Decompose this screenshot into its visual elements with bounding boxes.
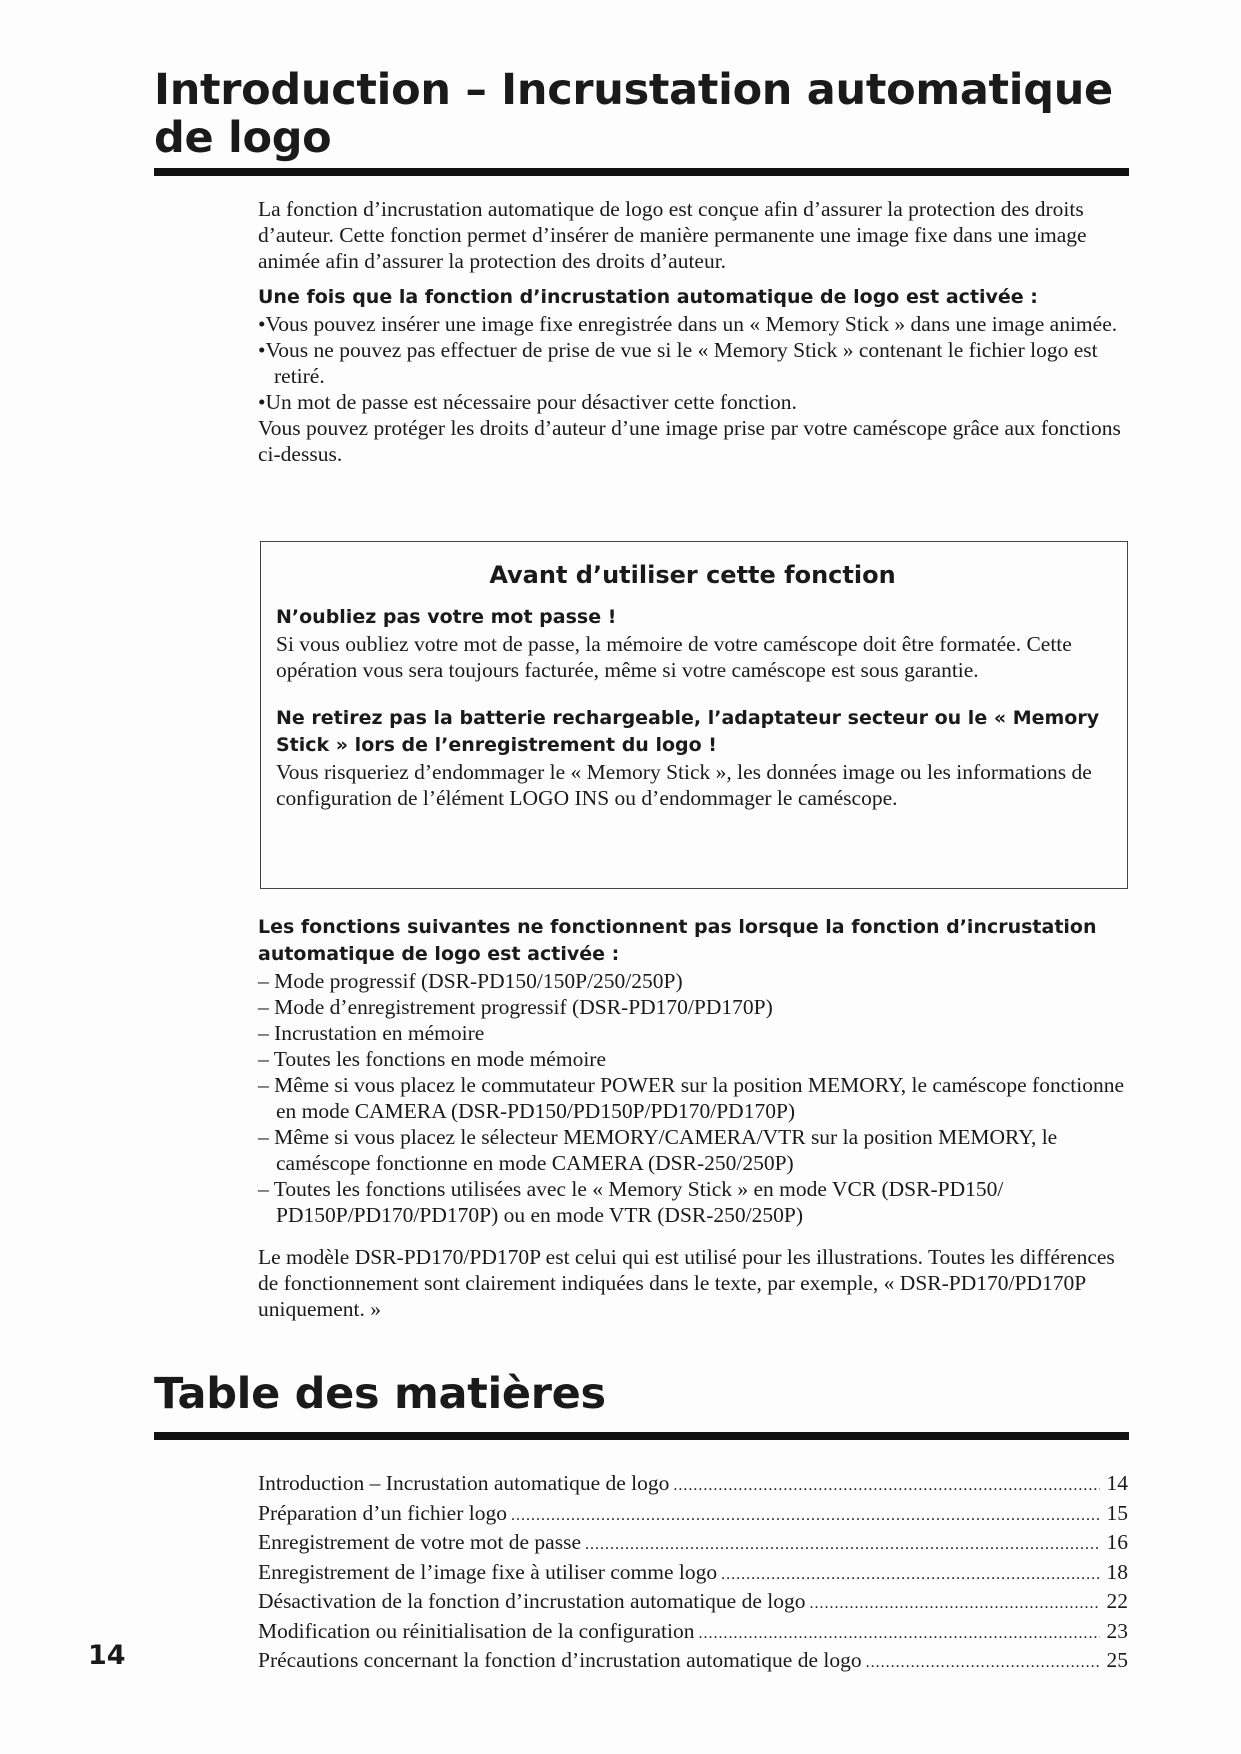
toc-entry-label: Enregistrement de votre mot de passe — [258, 1530, 581, 1554]
list-item: – Mode progressif (DSR-PD150/150P/250/250P) — [258, 969, 683, 993]
limitations-heading: Les fonctions suivantes ne fonctionnent pas lorsque la fonction d’incrustation automatique de logo est activée : — [258, 916, 1097, 965]
toc-entry-page: 23 — [1106, 1618, 1128, 1643]
limitations-list — [258, 968, 1128, 1228]
toc-leader — [698, 1621, 1100, 1648]
toc-leader — [810, 1591, 1101, 1618]
activated-bullets — [258, 311, 1128, 415]
intro-closing: Vous pouvez protéger les droits d’auteur d’une image prise par votre caméscope grâce aux fonctions ci-dessus. — [258, 416, 1121, 466]
toc-entry-label: Désactivation de la fonction d’incrustation automatique de logo — [258, 1589, 806, 1613]
list-item: – Toutes les fonctions utilisées avec le « Memory Stick » en mode VCR (DSR-PD150/ PD150P/PD170/PD170P) ou en mode VTR (DSR-250/250P) — [258, 1177, 1004, 1227]
toc-entry-page: 25 — [1106, 1648, 1128, 1672]
toc-entry[interactable] — [258, 1588, 1128, 1618]
toc-rule — [154, 1432, 1129, 1440]
list-item: – Même si vous placez le commutateur POWER sur la position MEMORY, le caméscope fonctionne en mode CAMERA (DSR-PD150/PD150P/PD170/PD170P) — [258, 1073, 1124, 1123]
toc-entry[interactable] — [258, 1647, 1128, 1677]
intro-paragraph: La fonction d’incrustation automatique de logo est conçue afin d’assurer la protection des droits d’auteur. Cette fonction permet d’insérer de manière permanente une image fixe dans une image animée afin d’assurer la protection des droits d’auteur. — [258, 197, 1087, 273]
notice-heading-battery: Ne retirez pas la batterie rechargeable, l’adaptateur secteur ou le « Memory Stick » lors de l’enregistrement du logo ! — [276, 707, 1100, 756]
toc-entry-label: Introduction – Incrustation automatique de logo — [258, 1471, 670, 1495]
toc-leader — [721, 1562, 1100, 1589]
list-item: – Incrustation en mémoire — [258, 1021, 485, 1045]
toc-entry[interactable] — [258, 1500, 1128, 1530]
notice-text-battery: Vous risqueriez d’endommager le « Memory Stick », les données image ou les informations de configuration de l’élément LOGO INS ou d’endommager le caméscope. — [276, 760, 1092, 810]
model-note: Le modèle DSR-PD170/PD170P est celui qui est utilisé pour les illustrations. Toutes les différences de fonctionnement sont clairement indiquées dans le texte, par exemple, « DSR-PD170/PD170P uniquement. » — [258, 1245, 1115, 1321]
activated-heading: Une fois que la fonction d’incrustation automatique de logo est activée : — [258, 286, 1038, 308]
list-item: •Vous pouvez insérer une image fixe enregistrée dans un « Memory Stick » dans une image animée. — [258, 312, 1118, 336]
toc-entry-page: 14 — [1106, 1471, 1128, 1495]
list-item: – Même si vous placez le sélecteur MEMORY/CAMERA/VTR sur la position MEMORY, le caméscope fonctionne en mode CAMERA (DSR-250/250P) — [258, 1125, 1058, 1175]
list-item: – Toutes les fonctions en mode mémoire — [258, 1047, 606, 1071]
toc-entry[interactable] — [258, 1559, 1128, 1589]
notice-text-password: Si vous oubliez votre mot de passe, la mémoire de votre caméscope doit être formatée. Cette opération vous sera toujours facturée, même si votre caméscope est sous garantie. — [276, 632, 1072, 682]
table-of-contents — [258, 1470, 1128, 1677]
page-title: Introduction – Incrustation automatique de logo — [154, 65, 1113, 163]
page-number: 14 — [88, 1640, 126, 1671]
toc-entry-page: 16 — [1106, 1530, 1128, 1554]
notice-box — [260, 541, 1128, 889]
list-item: •Un mot de passe est nécessaire pour désactiver cette fonction. — [258, 390, 797, 414]
intro-section — [258, 196, 1128, 467]
title-rule — [154, 168, 1129, 176]
toc-entry[interactable] — [258, 1618, 1128, 1648]
toc-entry[interactable] — [258, 1470, 1128, 1500]
toc-leader — [585, 1532, 1100, 1559]
list-item: – Mode d’enregistrement progressif (DSR-PD170/PD170P) — [258, 995, 773, 1019]
limitations-section — [258, 914, 1128, 1322]
toc-entry-label: Précautions concernant la fonction d’incrustation automatique de logo — [258, 1648, 862, 1672]
toc-leader — [866, 1650, 1100, 1677]
toc-leader — [511, 1503, 1100, 1530]
toc-leader — [673, 1473, 1100, 1500]
toc-entry-label: Enregistrement de l’image fixe à utiliser comme logo — [258, 1559, 718, 1584]
toc-entry-label: Préparation d’un fichier logo — [258, 1500, 507, 1525]
toc-title: Table des matières — [154, 1369, 606, 1419]
toc-entry[interactable] — [258, 1529, 1128, 1559]
notice-heading-password: N’oubliez pas votre mot passe ! — [276, 606, 617, 628]
notice-box-title: Avant d’utiliser cette fonction — [489, 561, 896, 589]
toc-entry-page: 15 — [1106, 1500, 1128, 1525]
toc-entry-page: 22 — [1106, 1589, 1128, 1613]
toc-entry-page: 18 — [1106, 1559, 1128, 1584]
list-item: •Vous ne pouvez pas effectuer de prise de vue si le « Memory Stick » contenant le fichier logo est retiré. — [258, 338, 1098, 388]
toc-entry-label: Modification ou réinitialisation de la configuration — [258, 1618, 695, 1643]
